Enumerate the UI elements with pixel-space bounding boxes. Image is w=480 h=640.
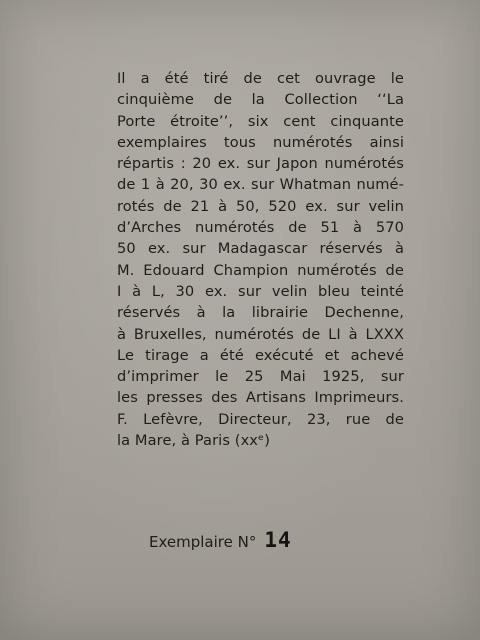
colophon-line: d’Arches numérotés de 51 à 570: [117, 219, 404, 237]
colophon-line: les presses des Artisans Imprimeurs.: [117, 389, 404, 407]
colophon-line: exemplaires tous numérotés ainsi: [117, 133, 404, 151]
copy-number-value: 14: [264, 528, 292, 552]
colophon-line: cinquième de la Collection ‘‘La: [117, 91, 404, 109]
colophon-line: M. Edouard Champion numérotés de: [117, 261, 404, 279]
colophon-line: Porte étroite’’, six cent cinquante: [117, 112, 404, 130]
colophon-line: la Mare, à Paris (xxᵉ): [117, 432, 271, 450]
colophon-line: F. Lefèvre, Directeur, 23, rue de: [117, 410, 404, 428]
colophon-line: Le tirage a été exécuté et achevé: [117, 346, 404, 364]
colophon-line: réservés à la librairie Dechenne,: [117, 304, 404, 322]
copy-number-label: Exemplaire N°: [149, 533, 257, 551]
colophon-line: Il a été tiré de cet ouvrage le: [117, 70, 404, 87]
colophon-line: rotés de 21 à 50, 520 ex. sur velin: [117, 197, 404, 215]
colophon-line: à Bruxelles, numérotés de LI à LXXX: [117, 325, 404, 343]
colophon-line: répartis : 20 ex. sur Japon numérotés: [117, 155, 404, 173]
colophon-line: 50 ex. sur Madagascar réservés à: [117, 240, 404, 258]
colophon-line: de 1 à 20, 30 ex. sur Whatman numé-: [117, 176, 404, 194]
colophon-line: d’imprimer le 25 Mai 1925, sur: [117, 368, 404, 386]
colophon-text: [117, 68, 404, 451]
copy-number-line: [149, 528, 349, 552]
colophon-line: I à L, 30 ex. sur velin bleu teinté: [117, 282, 404, 300]
